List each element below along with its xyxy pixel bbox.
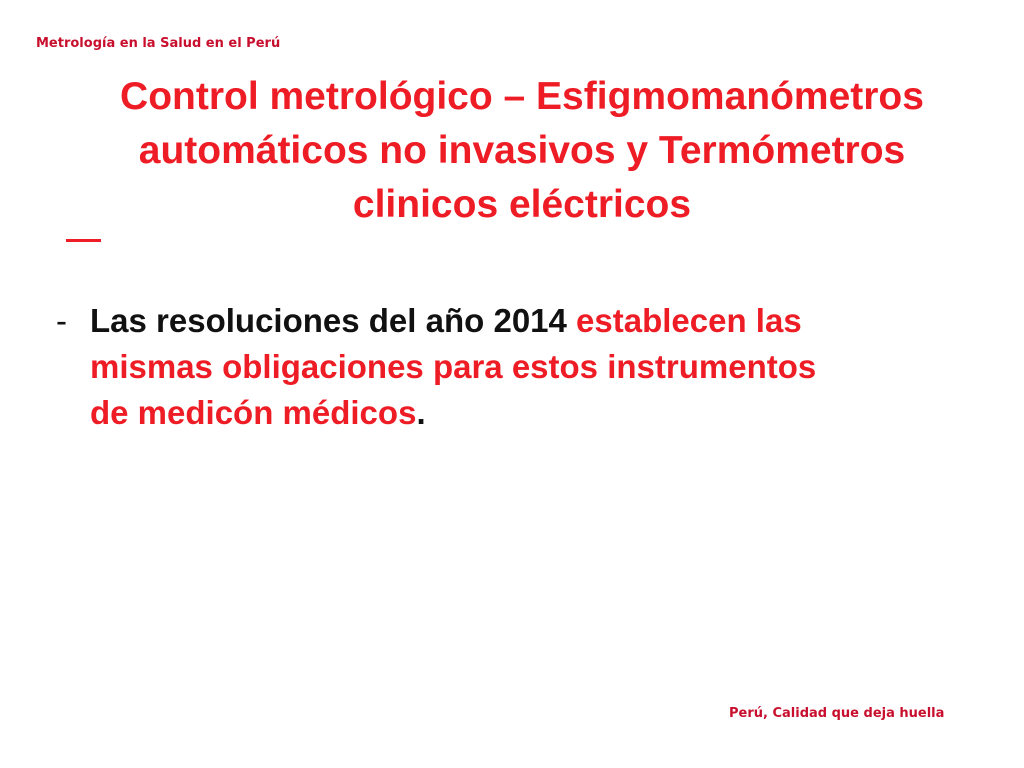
bullet-line (90, 298, 990, 344)
title-line: Control metrológico – Esfigmomanómetros (120, 75, 924, 118)
bullet-text-red: establecen las (576, 302, 802, 339)
bullet-text-black: . (416, 394, 426, 431)
decorative-dash (66, 239, 101, 242)
bullet-text-black: Las resoluciones del año 2014 (90, 302, 577, 339)
title-line: automáticos no invasivos y Termómetros (138, 129, 906, 172)
slide-title (40, 70, 1004, 232)
bullet-text (90, 298, 990, 436)
bullet-line (90, 390, 990, 436)
footer-label: Perú, Calidad que deja huella (729, 706, 945, 721)
bullet-line: mismas obligaciones para estos instrumentos (90, 348, 817, 385)
title-line: clinicos eléctricos (352, 183, 692, 226)
bullet-marker: - (56, 302, 67, 339)
header-label: Metrología en la Salud en el Perú (36, 36, 281, 51)
bullet-text-red: de medicón médicos (90, 394, 417, 431)
